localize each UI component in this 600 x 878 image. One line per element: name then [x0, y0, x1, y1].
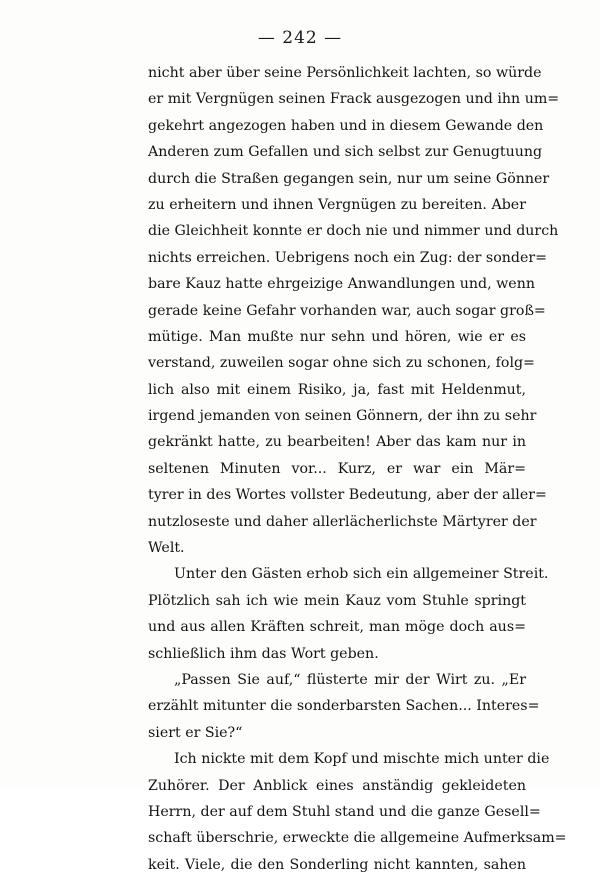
text-line: „Passen Sie auf,“ flüsterte mir der Wirt zu. „Er — [174, 671, 526, 688]
paragraph — [148, 561, 549, 667]
text-line: gerade keine Gefahr vorhanden war, auch sogar groß= — [148, 302, 546, 319]
text-line: mütige. Man mußte nur sehn und hören, wie er es — [148, 328, 526, 345]
text-line: siert er Sie?“ — [148, 724, 243, 741]
text-line: er mit Vergnügen seinen Frack ausgezogen und ihn um= — [148, 91, 560, 108]
text-line: zu erheitern und ihnen Vergnügen zu bereiten. Aber — [148, 196, 526, 213]
text-line: Ich nickte mit dem Kopf und mischte mich unter die — [174, 751, 550, 768]
text-line: durch die Straßen gegangen sein, nur um seine Gönner — [148, 170, 550, 187]
text-line: keit. Viele, die den Sonderling nicht kannten, sahen — [148, 856, 526, 873]
text-line: lich also mit einem Risiko, ja, fast mit Heldenmut, — [148, 381, 526, 398]
text-line: Herrn, der auf dem Stuhl stand und die ganze Gesell= — [148, 803, 541, 820]
text-line: nicht aber über seine Persönlichkeit lachten, so würde — [148, 65, 542, 81]
text-line: nichts erreichen. Uebrigens noch ein Zug: der sonder= — [148, 249, 548, 266]
text-line: Plötzlich sah ich wie mein Kauz vom Stuhle springt — [148, 592, 526, 609]
text-line: Zuhörer. Der Anblick eines anständig gekleideten — [148, 777, 526, 794]
text-line: schaft überschrie, erweckte die allgemeine Aufmerksam= — [148, 830, 567, 847]
paragraph — [148, 746, 567, 878]
text-line: die Gleichheit konnte er doch nie und nimmer und durch — [148, 223, 559, 240]
text-line: gekehrt angezogen haben und in diesem Gewande den — [148, 117, 544, 134]
text-line: seltenen Minuten vor... Kurz, er war ein Mär= — [148, 460, 526, 477]
page-number: — 242 — — [257, 28, 343, 48]
text-line: Unter den Gästen erhob sich ein allgemeiner Streit. — [174, 566, 549, 583]
paragraph — [148, 667, 540, 746]
text-line: Welt. — [148, 540, 185, 557]
text-line: verstand, zuweilen sogar ohne sich zu schonen, folg= — [148, 355, 535, 372]
text-line: tyrer in des Wortes vollster Bedeutung, aber der aller= — [148, 487, 547, 504]
text-line: erzählt mitunter die sonderbarsten Sachen... Interes= — [148, 698, 540, 715]
text-line: nutzloseste und daher allerlächerlichste Märtyrer der — [148, 513, 537, 530]
text-line: und aus allen Kräften schreit, man möge doch aus= — [148, 619, 526, 636]
text-line: bare Kauz hatte ehrgeizige Anwandlungen und, wenn — [148, 276, 535, 293]
body-text — [148, 60, 567, 878]
text-line: gekränkt hatte, zu bearbeiten! Aber das kam nur in — [148, 434, 526, 451]
text-line: irgend jemanden von seinen Gönnern, der ihn zu sehr — [148, 408, 537, 425]
paragraph — [148, 60, 560, 561]
text-line: schließlich ihm das Wort geben. — [148, 645, 379, 662]
text-line: Anderen zum Gefallen und sich selbst zur Genugtuung — [148, 144, 543, 161]
